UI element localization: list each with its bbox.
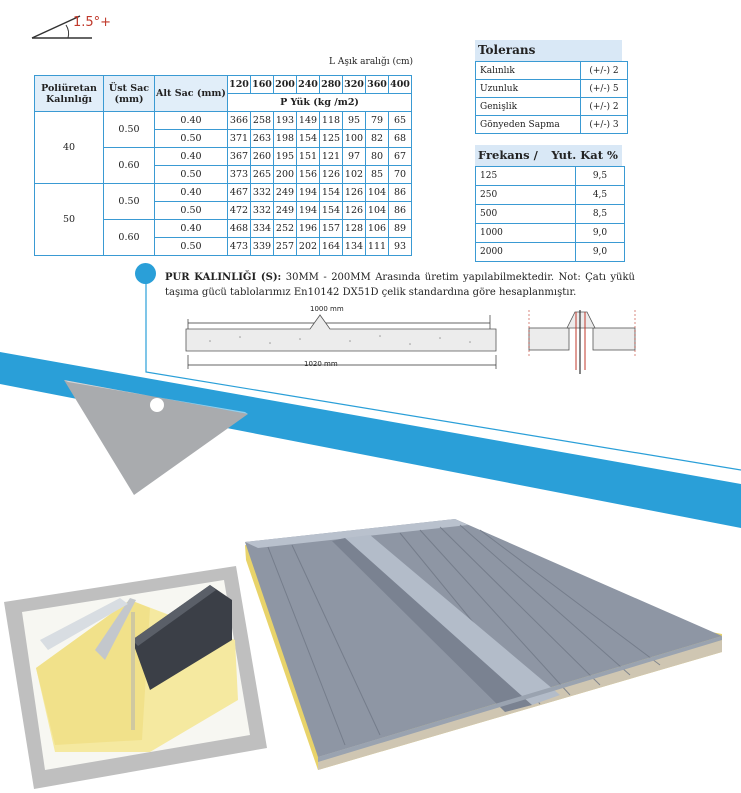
note-bold: PUR KALINLIĞI (S): [165, 272, 282, 283]
bottom-sheet-cell: 0.40 [155, 184, 228, 202]
value-cell: 149 [297, 112, 320, 130]
span-header: 240 [297, 76, 320, 94]
value-cell: 473 [228, 238, 251, 256]
note-text: 30MM - 200MM Arasında üretim yapılabilmektedir. Not: Çatı yükü taşıma gücü tablolarımız En10142 DX51D çelik standardına göre hesaplanmıştır. [165, 272, 636, 298]
value-cell: 106 [366, 220, 389, 238]
value-cell: 104 [366, 184, 389, 202]
tolerance-title: Tolerans [475, 40, 622, 61]
value-cell: 332 [251, 184, 274, 202]
value-cell: 339 [251, 238, 274, 256]
value-cell: 93 [389, 238, 412, 256]
top-sheet-cell: 0.60 [104, 148, 155, 184]
span-header: 160 [251, 76, 274, 94]
value-cell: 118 [320, 112, 343, 130]
span-header: 120 [228, 76, 251, 94]
value-cell: 373 [228, 166, 251, 184]
bottom-sheet-cell: 0.50 [155, 238, 228, 256]
value-cell: 97 [343, 148, 366, 166]
value-cell: 334 [251, 220, 274, 238]
value-cell: 126 [320, 166, 343, 184]
bottom-sheet-cell: 0.40 [155, 112, 228, 130]
header-top-sheet: Üst Sac (mm) [104, 76, 155, 112]
frequency-value: 4,5 [576, 186, 625, 205]
value-cell: 85 [366, 166, 389, 184]
tolerance-value: (+/-) 2 [581, 98, 628, 116]
frequency-value: 9,0 [576, 224, 625, 243]
frequency-label: 2000 [476, 243, 576, 262]
panel-section-drawing [180, 305, 510, 375]
value-cell: 68 [389, 130, 412, 148]
value-cell: 86 [389, 184, 412, 202]
value-cell: 198 [274, 130, 297, 148]
header-bottom-sheet: Alt Sac (mm) [155, 76, 228, 112]
load-label: P Yük (kg /m2) [228, 94, 412, 112]
bullet-dot [135, 263, 156, 284]
value-cell: 111 [366, 238, 389, 256]
span-header: 280 [320, 76, 343, 94]
span-header: 320 [343, 76, 366, 94]
frequency-label: 1000 [476, 224, 576, 243]
value-cell: 257 [274, 238, 297, 256]
value-cell: 104 [366, 202, 389, 220]
tolerance-label: Uzunluk [476, 80, 581, 98]
frequency-label: 500 [476, 205, 576, 224]
value-cell: 126 [343, 184, 366, 202]
bottom-sheet-cell: 0.40 [155, 148, 228, 166]
tolerance-label: Genişlik [476, 98, 581, 116]
value-cell: 134 [343, 238, 366, 256]
bottom-sheet-cell: 0.50 [155, 166, 228, 184]
value-cell: 193 [274, 112, 297, 130]
value-cell: 265 [251, 166, 274, 184]
value-cell: 196 [297, 220, 320, 238]
value-cell: 164 [320, 238, 343, 256]
bottom-sheet-cell: 0.50 [155, 202, 228, 220]
bottom-sheet-cell: 0.40 [155, 220, 228, 238]
top-sheet-cell: 0.50 [104, 112, 155, 148]
span-caption: L Aşık aralığı (cm) [329, 57, 414, 67]
value-cell: 154 [297, 130, 320, 148]
value-cell: 467 [228, 184, 251, 202]
joint-detail-drawing [527, 308, 637, 378]
tolerance-value: (+/-) 5 [581, 80, 628, 98]
value-cell: 468 [228, 220, 251, 238]
span-header: 360 [366, 76, 389, 94]
top-sheet-cell: 0.60 [104, 220, 155, 256]
frequency-value: 9,5 [576, 167, 625, 186]
value-cell: 249 [274, 202, 297, 220]
value-cell: 366 [228, 112, 251, 130]
frequency-title: Frekans / [478, 148, 538, 162]
value-cell: 89 [389, 220, 412, 238]
thickness-note [165, 270, 635, 300]
slope-label: 1.5°+ [73, 15, 112, 30]
value-cell: 67 [389, 148, 412, 166]
value-cell: 121 [320, 148, 343, 166]
frequency-title-right: Yut. Kat % [551, 148, 618, 162]
value-cell: 332 [251, 202, 274, 220]
value-cell: 258 [251, 112, 274, 130]
frequency-value: 8,5 [576, 205, 625, 224]
value-cell: 157 [320, 220, 343, 238]
value-cell: 200 [274, 166, 297, 184]
value-cell: 194 [297, 202, 320, 220]
value-cell: 126 [343, 202, 366, 220]
value-cell: 371 [228, 130, 251, 148]
value-cell: 79 [366, 112, 389, 130]
value-cell: 249 [274, 184, 297, 202]
value-cell: 70 [389, 166, 412, 184]
value-cell: 100 [343, 130, 366, 148]
value-cell: 154 [320, 184, 343, 202]
value-cell: 263 [251, 130, 274, 148]
span-header: 400 [389, 76, 412, 94]
value-cell: 95 [343, 112, 366, 130]
value-cell: 128 [343, 220, 366, 238]
value-cell: 80 [366, 148, 389, 166]
value-cell: 156 [297, 166, 320, 184]
value-cell: 82 [366, 130, 389, 148]
width-top-label: 1000 mm [310, 305, 344, 313]
value-cell: 65 [389, 112, 412, 130]
value-cell: 472 [228, 202, 251, 220]
value-cell: 151 [297, 148, 320, 166]
value-cell: 194 [297, 184, 320, 202]
top-sheet-cell: 0.50 [104, 184, 155, 220]
value-cell: 102 [343, 166, 366, 184]
frequency-label: 125 [476, 167, 576, 186]
value-cell: 202 [297, 238, 320, 256]
span-header: 200 [274, 76, 297, 94]
frequency-label: 250 [476, 186, 576, 205]
tolerance-value: (+/-) 3 [581, 116, 628, 134]
thickness-cell: 50 [35, 184, 104, 256]
value-cell: 195 [274, 148, 297, 166]
value-cell: 125 [320, 130, 343, 148]
value-cell: 252 [274, 220, 297, 238]
bottom-sheet-cell: 0.50 [155, 130, 228, 148]
thickness-cell: 40 [35, 112, 104, 184]
tolerance-value: (+/-) 2 [581, 62, 628, 80]
value-cell: 154 [320, 202, 343, 220]
header-thickness: Poliüretan Kalınlığı [35, 76, 104, 112]
frequency-value: 9,0 [576, 243, 625, 262]
tolerance-label: Gönyeden Sapma [476, 116, 581, 134]
value-cell: 367 [228, 148, 251, 166]
value-cell: 260 [251, 148, 274, 166]
value-cell: 86 [389, 202, 412, 220]
width-bottom-label: 1020 mm [304, 360, 338, 368]
tolerance-label: Kalınlık [476, 62, 581, 80]
